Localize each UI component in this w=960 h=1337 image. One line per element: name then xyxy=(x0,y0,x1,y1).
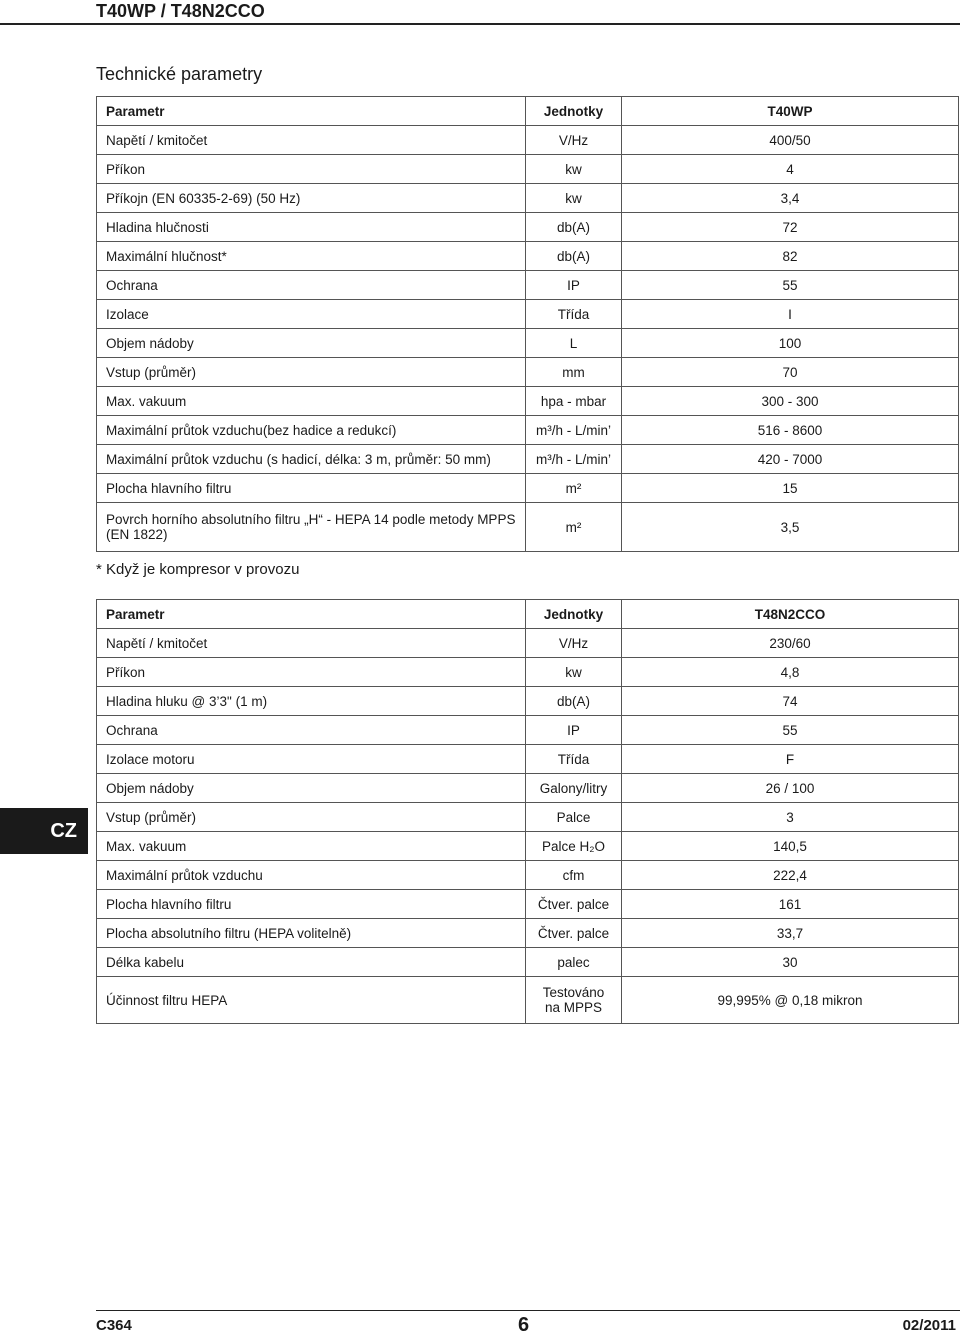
cell-parameter: Plocha absolutního filtru (HEPA volitelně) xyxy=(97,919,526,948)
cell-parameter: Objem nádoby xyxy=(97,329,526,358)
cell-parameter: Povrch horního absolutního filtru „H“ - HEPA 14 podle metody MPPS (EN 1822) xyxy=(97,503,526,552)
table-row xyxy=(97,126,959,155)
cell-value: 72 xyxy=(622,213,959,242)
cell-parameter: Příkon xyxy=(97,155,526,184)
cell-unit: IP xyxy=(526,716,622,745)
spec-table-t40wp xyxy=(96,96,959,552)
cell-unit: db(A) xyxy=(526,213,622,242)
table-row xyxy=(97,155,959,184)
cell-value: 3,5 xyxy=(622,503,959,552)
cell-value: 3,4 xyxy=(622,184,959,213)
cell-unit: m² xyxy=(526,474,622,503)
cell-value: 70 xyxy=(622,358,959,387)
cell-unit: db(A) xyxy=(526,687,622,716)
cell-unit: db(A) xyxy=(526,242,622,271)
cell-value: 516 - 8600 xyxy=(622,416,959,445)
table-row xyxy=(97,658,959,687)
cell-value: 420 - 7000 xyxy=(622,445,959,474)
cell-value: 26 / 100 xyxy=(622,774,959,803)
table-row xyxy=(97,329,959,358)
footnote: * Když je kompresor v provozu xyxy=(96,561,300,578)
cell-parameter: Hladina hlučnosti xyxy=(97,213,526,242)
cell-parameter: Účinnost filtru HEPA xyxy=(97,977,526,1024)
cell-unit: cfm xyxy=(526,861,622,890)
cell-value: 99,995% @ 0,18 mikron xyxy=(622,977,959,1024)
header-unit: Jednotky xyxy=(526,600,622,629)
cell-parameter: Ochrana xyxy=(97,271,526,300)
cell-value: I xyxy=(622,300,959,329)
cell-parameter: Ochrana xyxy=(97,716,526,745)
cell-parameter: Maximální průtok vzduchu xyxy=(97,861,526,890)
cell-parameter: Hladina hluku @ 3’3" (1 m) xyxy=(97,687,526,716)
cell-value: 55 xyxy=(622,271,959,300)
header-parameter: Parametr xyxy=(97,600,526,629)
cell-parameter: Příkojn (EN 60335-2-69) (50 Hz) xyxy=(97,184,526,213)
table-row xyxy=(97,503,959,552)
cell-parameter: Objem nádoby xyxy=(97,774,526,803)
cell-value: 4 xyxy=(622,155,959,184)
cell-value: 30 xyxy=(622,948,959,977)
cell-unit: m² xyxy=(526,503,622,552)
table-header-row xyxy=(97,600,959,629)
cell-unit: L xyxy=(526,329,622,358)
cell-unit: hpa - mbar xyxy=(526,387,622,416)
cell-parameter: Max. vakuum xyxy=(97,387,526,416)
table-header-row xyxy=(97,97,959,126)
cell-unit: V/Hz xyxy=(526,629,622,658)
cell-unit: Čtver. palce xyxy=(526,919,622,948)
cell-value: 15 xyxy=(622,474,959,503)
table-row xyxy=(97,745,959,774)
cell-unit: kw xyxy=(526,658,622,687)
cell-unit: IP xyxy=(526,271,622,300)
cell-unit: palec xyxy=(526,948,622,977)
header-value: T48N2CCO xyxy=(622,600,959,629)
cell-unit: Palce H₂O xyxy=(526,832,622,861)
cell-value: 161 xyxy=(622,890,959,919)
cell-unit: m³/h - L/min’ xyxy=(526,416,622,445)
section-title: Technické parametry xyxy=(96,64,263,84)
cell-value: 100 xyxy=(622,329,959,358)
header-unit: Jednotky xyxy=(526,97,622,126)
language-tab: CZ xyxy=(0,808,88,854)
cell-unit: Třída xyxy=(526,745,622,774)
table-row xyxy=(97,977,959,1024)
table-row xyxy=(97,948,959,977)
header-value: T40WP xyxy=(622,97,959,126)
cell-value: F xyxy=(622,745,959,774)
table-row xyxy=(97,716,959,745)
cell-value: 140,5 xyxy=(622,832,959,861)
cell-unit: Třída xyxy=(526,300,622,329)
cell-unit: Čtver. palce xyxy=(526,890,622,919)
cell-value: 74 xyxy=(622,687,959,716)
cell-unit: Testováno na MPPS xyxy=(526,977,622,1024)
cell-unit: kw xyxy=(526,184,622,213)
table-row xyxy=(97,271,959,300)
cell-parameter: Maximální průtok vzduchu(bez hadice a redukcí) xyxy=(97,416,526,445)
cell-value: 82 xyxy=(622,242,959,271)
cell-parameter: Plocha hlavního filtru xyxy=(97,890,526,919)
cell-parameter: Izolace xyxy=(97,300,526,329)
cell-unit: Galony/litry xyxy=(526,774,622,803)
cell-value: 3 xyxy=(622,803,959,832)
table-row xyxy=(97,300,959,329)
table-row xyxy=(97,416,959,445)
cell-parameter: Délka kabelu xyxy=(97,948,526,977)
table-row xyxy=(97,861,959,890)
table-row xyxy=(97,358,959,387)
table-row xyxy=(97,687,959,716)
spec-table-t48n2cco xyxy=(96,599,959,1024)
cell-value: 230/60 xyxy=(622,629,959,658)
cell-parameter: Max. vakuum xyxy=(97,832,526,861)
cell-value: 33,7 xyxy=(622,919,959,948)
cell-unit: mm xyxy=(526,358,622,387)
table-row xyxy=(97,387,959,416)
document-header-title: T40WP / T48N2CCO xyxy=(96,1,265,21)
table-row xyxy=(97,803,959,832)
cell-value: 300 - 300 xyxy=(622,387,959,416)
cell-value: 222,4 xyxy=(622,861,959,890)
cell-value: 400/50 xyxy=(622,126,959,155)
table-row xyxy=(97,629,959,658)
table-row xyxy=(97,445,959,474)
header-parameter: Parametr xyxy=(97,97,526,126)
cell-parameter: Napětí / kmitočet xyxy=(97,126,526,155)
cell-parameter: Plocha hlavního filtru xyxy=(97,474,526,503)
table-row xyxy=(97,774,959,803)
footer-page-number: 6 xyxy=(518,1314,530,1336)
table-row xyxy=(97,832,959,861)
table-row xyxy=(97,890,959,919)
table-row xyxy=(97,474,959,503)
table-row xyxy=(97,213,959,242)
cell-value: 55 xyxy=(622,716,959,745)
header-divider xyxy=(0,23,960,25)
cell-unit: m³/h - L/min’ xyxy=(526,445,622,474)
cell-unit: kw xyxy=(526,155,622,184)
cell-parameter: Napětí / kmitočet xyxy=(97,629,526,658)
table-row xyxy=(97,242,959,271)
cell-unit: Palce xyxy=(526,803,622,832)
footer-document-code: C364 xyxy=(96,1317,132,1334)
cell-value: 4,8 xyxy=(622,658,959,687)
cell-parameter: Izolace motoru xyxy=(97,745,526,774)
table-row xyxy=(97,919,959,948)
footer-date: 02/2011 xyxy=(902,1317,956,1334)
cell-parameter: Maximální hlučnost* xyxy=(97,242,526,271)
cell-parameter: Vstup (průměr) xyxy=(97,803,526,832)
table-row xyxy=(97,184,959,213)
cell-unit: V/Hz xyxy=(526,126,622,155)
cell-parameter: Příkon xyxy=(97,658,526,687)
cell-parameter: Maximální průtok vzduchu (s hadicí, délka: 3 m, průměr: 50 mm) xyxy=(97,445,526,474)
cell-parameter: Vstup (průměr) xyxy=(97,358,526,387)
footer-divider xyxy=(96,1310,960,1311)
